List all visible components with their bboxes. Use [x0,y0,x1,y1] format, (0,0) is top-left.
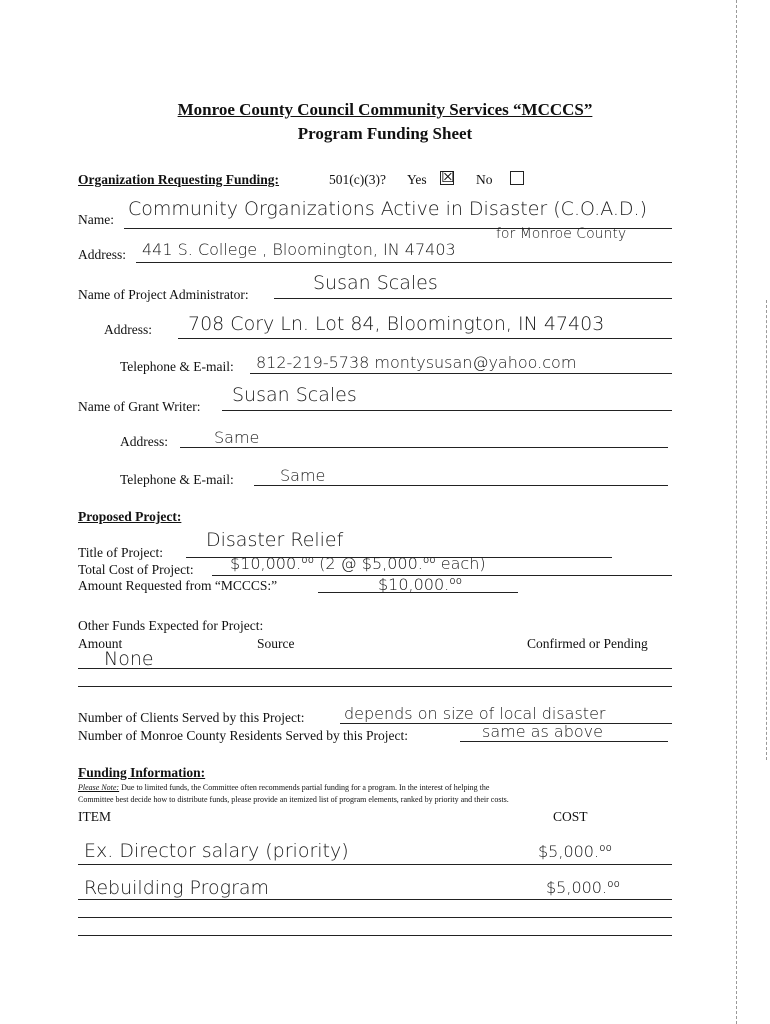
name-field[interactable]: Community Organizations Active in Disaster (C.O.A.D.) [128,198,647,220]
funding-note-line2: Committee best decide how to distribute funds, please provide an itemized list of program elements, ranked by priority and their costs. [78,795,509,804]
residents-served-field[interactable]: same as above [482,722,603,741]
residents-served-label: Number of Monroe County Residents Served by this Project: [78,728,408,743]
clients-served-label: Number of Clients Served by this Project: [78,710,305,725]
item-column-header: ITEM [78,809,111,824]
grant-writer-address-underline [180,447,668,448]
scan-edge-mark-2 [766,300,767,760]
administrator-contact-field[interactable]: 812-219-5738 montysusan@yahoo.com [256,353,577,372]
amount-requested-field[interactable]: $10,000.⁰⁰ [378,575,463,594]
funding-row-line-2 [78,899,672,900]
project-title-label: Title of Project: [78,545,164,560]
address-label: Address: [78,247,126,262]
administrator-address-field[interactable]: 708 Cory Ln. Lot 84, Bloomington, IN 47403 [188,313,605,335]
grant-writer-contact-underline [254,485,668,486]
administrator-underline [274,298,672,299]
funding-cost-1[interactable]: $5,000.⁰⁰ [538,842,612,861]
other-funds-line-2 [78,686,672,687]
funding-row-line-3 [78,917,672,918]
organization-heading: Organization Requesting Funding: [78,172,280,187]
grant-writer-field[interactable]: Susan Scales [232,384,357,406]
grant-writer-address-field[interactable]: Same [214,428,260,447]
administrator-contact-label: Telephone & E-mail: [120,359,234,374]
administrator-label: Name of Project Administrator: [78,287,249,302]
grant-writer-contact-label: Telephone & E-mail: [120,472,234,487]
nonprofit-question: 501(c)(3)? [329,172,386,187]
no-checkbox[interactable] [510,171,524,185]
administrator-address-underline [178,338,672,339]
other-funds-source-header: Source [257,636,295,651]
other-funds-heading: Other Funds Expected for Project: [78,618,264,633]
amount-requested-label: Amount Requested from “MCCCS:” [78,578,278,593]
grant-writer-label: Name of Grant Writer: [78,399,201,414]
cost-column-header: COST [553,809,588,824]
address-field[interactable]: 441 S. College , Bloomington, IN 47403 [142,240,456,259]
other-funds-amount-field[interactable]: None [104,648,154,670]
funding-cost-2[interactable]: $5,000.⁰⁰ [546,878,620,897]
residents-served-underline [460,741,668,742]
yes-label: Yes [407,172,427,187]
no-label: No [476,172,493,187]
funding-note-label: Please Note: [78,783,120,792]
funding-row-line-1 [78,864,672,865]
funding-note-text: Due to limited funds, the Committee often recommends partial funding for a program. In the interest of helping the [121,783,490,792]
form-title: Monroe County Council Community Services “MCCCS” [177,100,593,119]
address-underline [136,262,672,263]
project-title-field[interactable]: Disaster Relief [206,529,344,551]
administrator-field[interactable]: Susan Scales [313,272,438,294]
administrator-contact-underline [250,373,672,374]
funding-heading: Funding Information: [78,765,206,780]
clients-served-field[interactable]: depends on size of local disaster [344,704,606,723]
other-funds-line-1 [78,668,672,669]
name-label: Name: [78,212,114,227]
yes-checkbox[interactable]: ☒ [441,168,455,186]
other-funds-status-header: Confirmed or Pending [527,636,648,651]
other-funds-amount-header: Amount [78,636,123,651]
grant-writer-underline [222,410,672,411]
grant-writer-contact-field[interactable]: Same [280,466,326,485]
amount-requested-underline [318,592,518,593]
proposed-project-heading: Proposed Project: [78,509,182,524]
grant-writer-address-label: Address: [120,434,168,449]
administrator-address-label: Address: [104,322,152,337]
funding-note [78,783,489,792]
scan-edge-mark [736,0,737,1024]
name-field-line2[interactable]: for Monroe County [496,226,627,242]
project-cost-label: Total Cost of Project: [78,562,194,577]
funding-item-2[interactable]: Rebuilding Program [84,877,270,899]
form-subtitle: Program Funding Sheet [297,124,473,143]
funding-row-line-4 [78,935,672,936]
project-cost-field[interactable]: $10,000.⁰⁰ (2 @ $5,000.⁰⁰ each) [230,554,486,573]
funding-item-1[interactable]: Ex. Director salary (priority) [84,840,349,862]
